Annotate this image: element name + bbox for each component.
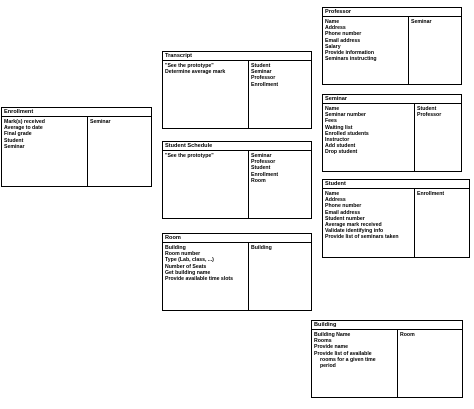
collaborators-column (249, 243, 311, 310)
responsibility: Fees (325, 118, 337, 125)
collaborator: Seminar (251, 69, 272, 76)
responsibility: "See the prototype" (165, 63, 214, 69)
collaborator: Room (400, 332, 415, 338)
responsibility: Get building name (165, 269, 211, 276)
responsibilities-column (163, 151, 249, 218)
collaborator: Professor (251, 159, 276, 166)
responsibility: Seminars instructing (325, 56, 377, 63)
responsibility: Average to date (4, 125, 43, 132)
collaborators-column (415, 189, 469, 257)
responsibility: Average mark received (325, 222, 382, 229)
responsibility: Provide information (325, 50, 374, 57)
responsibility: Student (4, 137, 24, 144)
collaborator: Enrollment (251, 81, 279, 88)
card-title: Professor (323, 8, 461, 17)
crc-card-student (322, 179, 470, 258)
collaborators-column (415, 104, 461, 171)
responsibility: Validate identifying info (325, 228, 384, 235)
responsibility: Type (Lab, class, ...) (165, 257, 214, 264)
collaborator: Professor (417, 112, 442, 119)
responsibilities-column (323, 17, 409, 84)
card-title: Building (312, 321, 462, 330)
responsibilities-column (2, 117, 88, 186)
collaborators-column (249, 151, 311, 218)
responsibility: Number of Seats (165, 263, 207, 270)
responsibility: Seminar number (325, 112, 366, 119)
responsibility: Enrolled students (325, 130, 369, 137)
crc-card-enrollment (1, 107, 152, 187)
responsibilities-column (323, 104, 415, 171)
responsibility: Provide list of seminars taken (325, 234, 399, 241)
responsibility: Student number (325, 215, 365, 222)
collaborator: Enrollment (251, 171, 279, 178)
collaborator: Seminar (251, 153, 272, 159)
collaborator: Seminar (411, 19, 432, 25)
crc-card-room (162, 233, 312, 311)
responsibility: rooms for a given time (320, 356, 376, 363)
responsibility: Add student (325, 143, 356, 150)
responsibility: Phone number (325, 203, 362, 210)
responsibility: Name (325, 19, 340, 25)
collaborator: Student (417, 106, 437, 112)
responsibility: Building (165, 245, 186, 251)
collaborator: Building (251, 245, 272, 251)
responsibilities-column (312, 330, 398, 397)
responsibility: Phone number (325, 31, 362, 38)
collaborators-column (88, 117, 151, 186)
responsibilities-column (323, 189, 415, 257)
card-title: Enrollment (2, 108, 151, 117)
collaborator: Room (251, 177, 266, 184)
responsibility: Email address (325, 209, 361, 216)
responsibility: Instructor (325, 137, 350, 144)
crc-card-transcript (162, 51, 312, 129)
collaborators-column (398, 330, 462, 397)
responsibility: Building Name (314, 332, 351, 338)
responsibility: Provide list of available (314, 350, 372, 357)
card-title: Transcript (163, 52, 311, 61)
crc-card-seminar (322, 94, 462, 172)
responsibility: Salary (325, 43, 341, 50)
card-title: Seminar (323, 95, 461, 104)
responsibility: Provide available time slots (165, 276, 234, 283)
responsibility: Final grade (4, 131, 32, 138)
collaborator: Enrollment (417, 191, 445, 197)
card-title: Room (163, 234, 311, 243)
crc-card-student-schedule (162, 141, 312, 219)
collaborators-column (409, 17, 461, 84)
responsibility: Email address (325, 37, 361, 44)
responsibility: Room number (165, 251, 201, 258)
crc-card-professor (322, 7, 462, 85)
responsibility: Address (325, 25, 346, 32)
responsibility: Name (325, 191, 340, 197)
responsibility: Address (325, 197, 346, 204)
collaborators-column (249, 61, 311, 128)
responsibility: Rooms (314, 338, 332, 345)
card-title: Student (323, 180, 469, 189)
responsibilities-column (163, 61, 249, 128)
card-title: Student Schedule (163, 142, 311, 151)
responsibilities-column (163, 243, 249, 310)
responsibility: "See the prototype" (165, 153, 214, 159)
responsibility: Determine average mark (165, 69, 226, 76)
responsibility: Waiting list (325, 124, 353, 131)
responsibility: Seminar (4, 143, 25, 150)
responsibility: Mark(s) received (4, 119, 45, 125)
responsibility: period (320, 363, 336, 370)
collaborator: Professor (251, 75, 276, 82)
collaborator: Seminar (90, 119, 111, 125)
crc-card-building (311, 320, 463, 398)
responsibility: Name (325, 106, 340, 112)
responsibility: Provide name (314, 344, 349, 351)
collaborator: Student (251, 63, 271, 69)
collaborator: Student (251, 165, 271, 172)
responsibility: Drop student (325, 149, 358, 156)
